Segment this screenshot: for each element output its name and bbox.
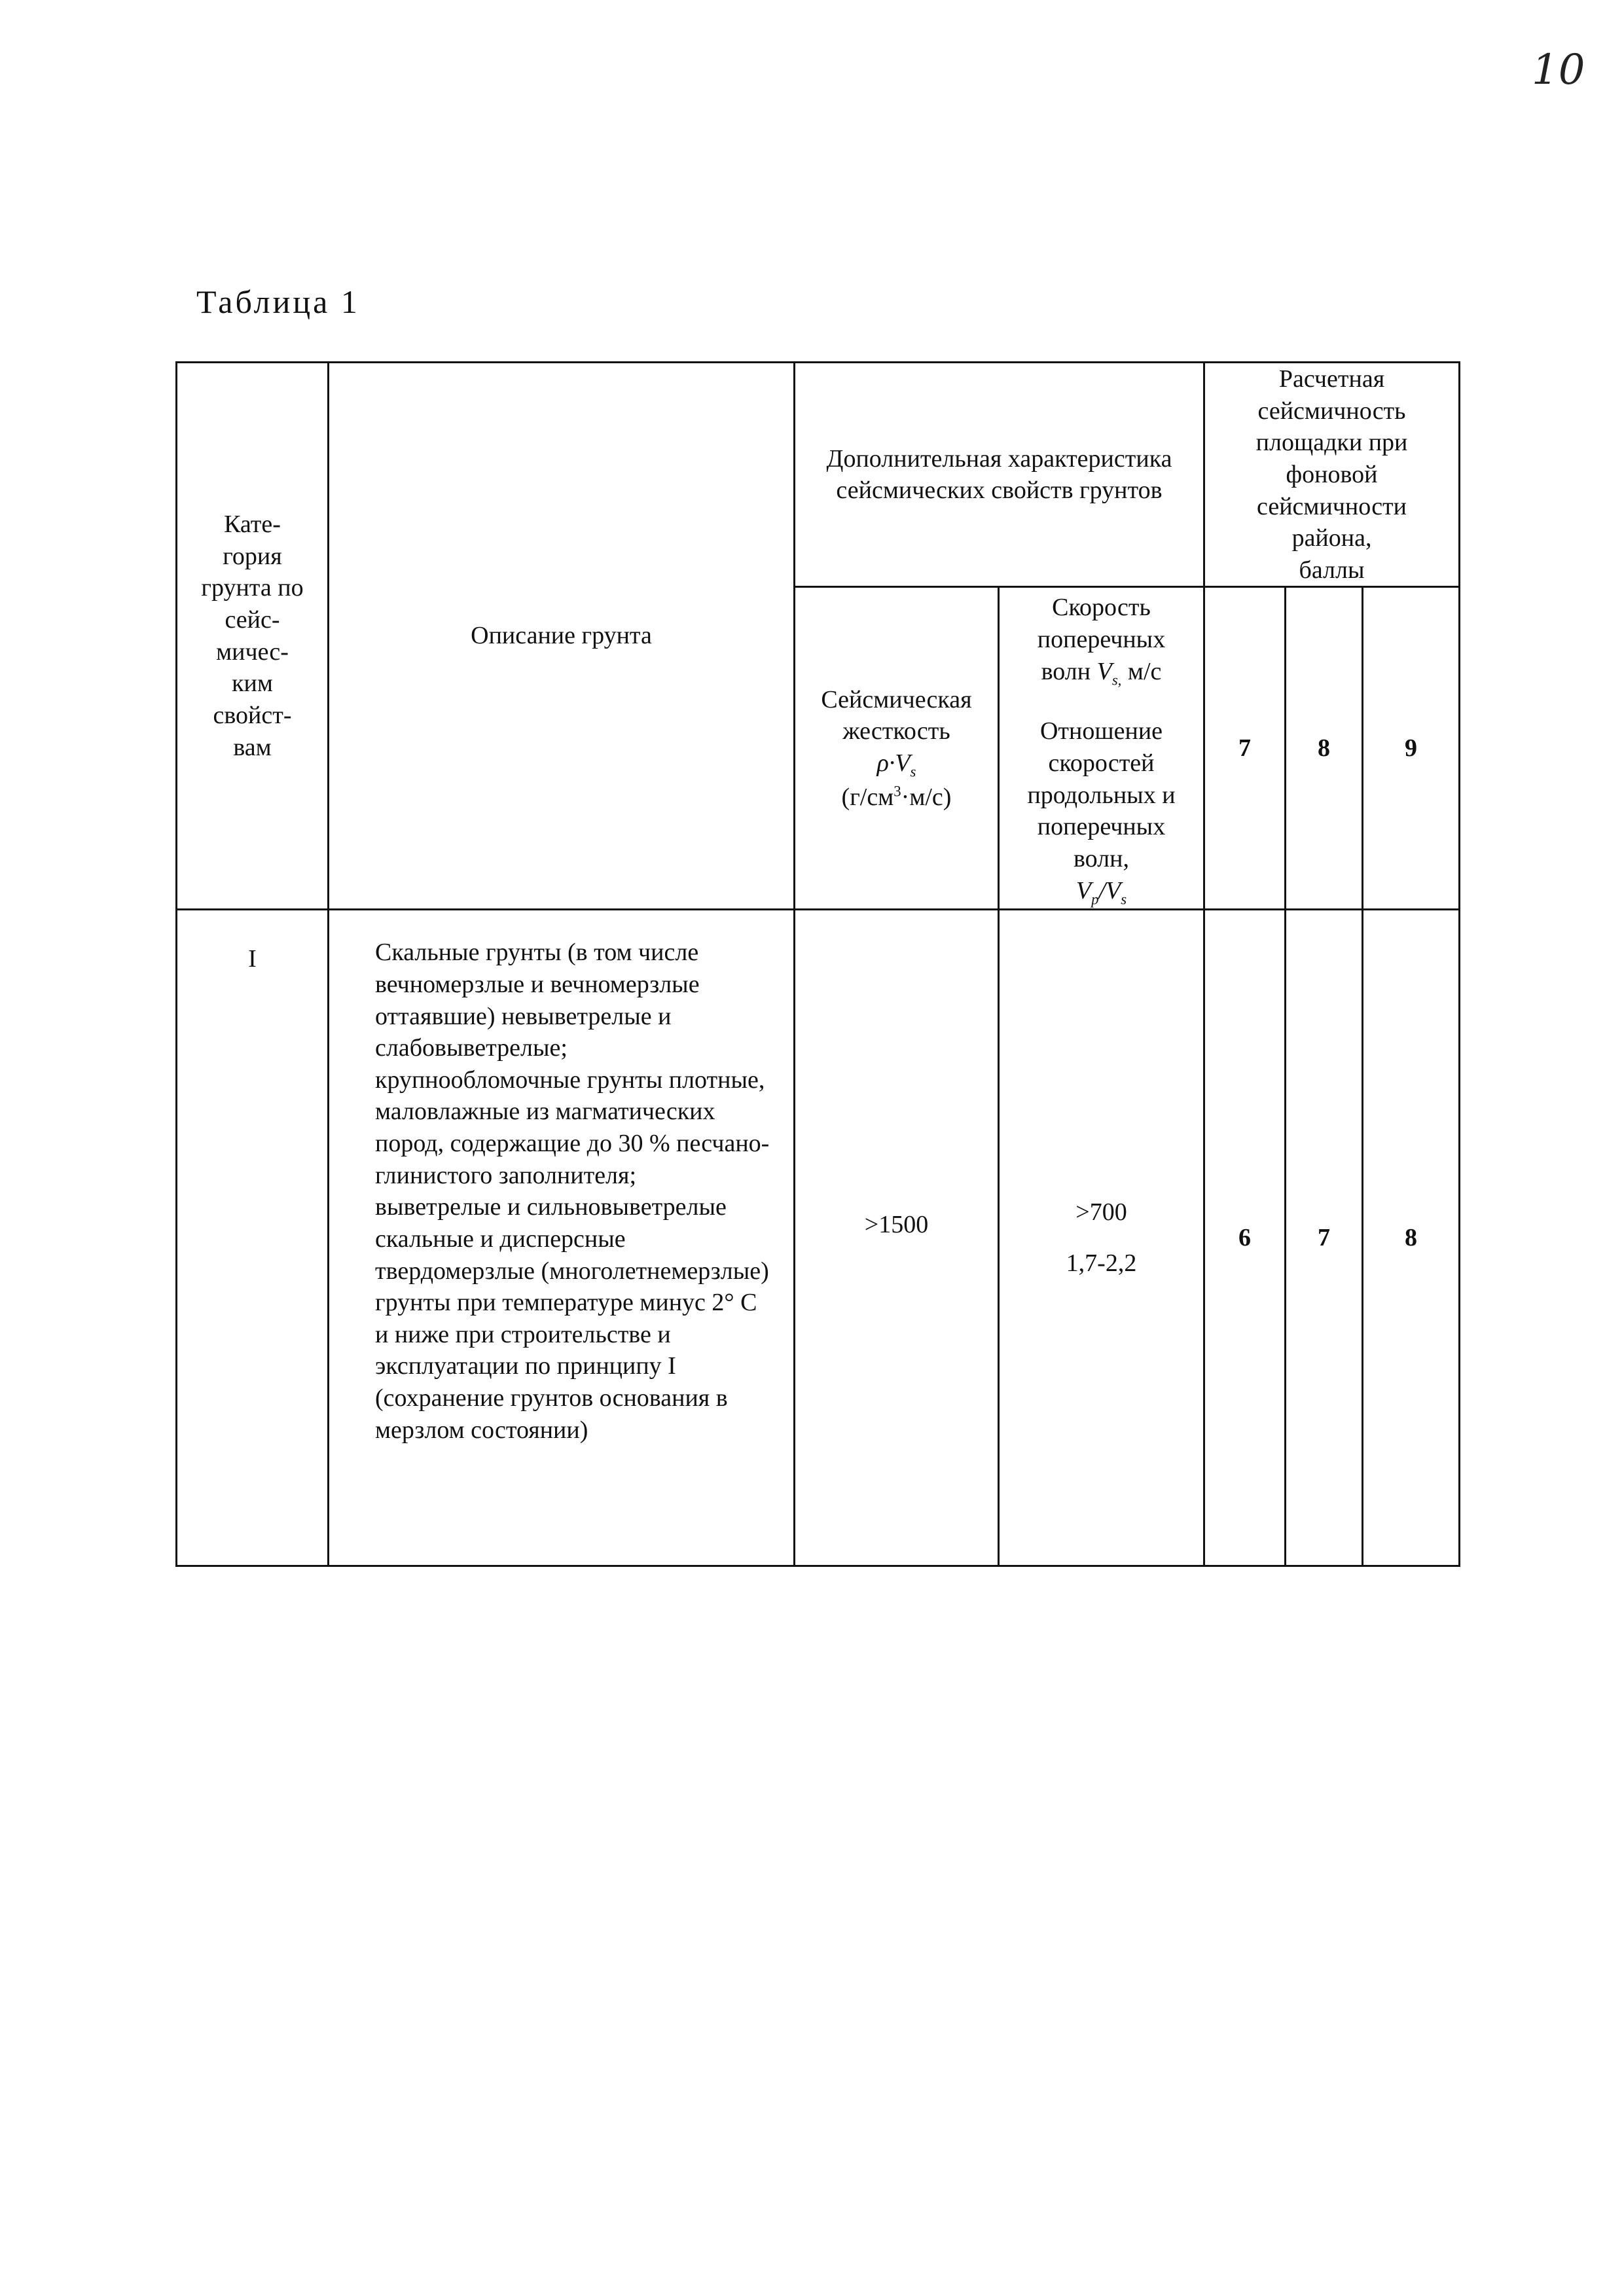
header-speed-line [1003, 656, 1199, 690]
spacer [1003, 1228, 1199, 1247]
description-line: мерзлом состоянии) [375, 1416, 588, 1444]
row-description [329, 910, 795, 1566]
stiffness-formula-sub: s [910, 763, 916, 780]
header-description: Описание грунта [471, 622, 652, 650]
description-line: скальные и дисперсные [375, 1225, 626, 1253]
header-stiffness-line: Сейсмическая [821, 685, 972, 713]
header-calc-line: баллы [1299, 556, 1365, 584]
stiffness-units-a: (г/см [841, 783, 894, 811]
description-line: выветрелые и сильновыветрелые [375, 1193, 727, 1221]
stiffness-formula [799, 747, 994, 781]
header-description-cell [329, 363, 795, 910]
row-category: I [177, 910, 329, 1566]
description-line: маловлажные из магматических [375, 1098, 715, 1126]
description-line: и ниже при строительстве и [375, 1320, 671, 1348]
speed-value: >700 [1075, 1198, 1127, 1226]
description-line: (сохранение грунтов основания в [375, 1384, 728, 1412]
header-calc-line: фоновой [1286, 460, 1378, 488]
header-speed-line: поперечных [1037, 626, 1166, 653]
header-calc-cell [1204, 363, 1460, 587]
row-speed-ratio [999, 910, 1204, 1566]
stiffness-units-b: ·м/с) [901, 783, 952, 811]
header-category-line: грунта по [201, 574, 304, 602]
stiffness-units-sup: 3 [893, 782, 901, 799]
speed-var-sub: s, [1111, 672, 1122, 689]
header-calc-line: Расчетная [1278, 365, 1385, 393]
description-line: слабовыветрелые; [375, 1034, 568, 1062]
ratio-value: 1,7-2,2 [1066, 1249, 1137, 1278]
description-line: твердомерзлые (многолетнемерзлые) [375, 1257, 769, 1285]
calc-intensity-7: 6 [1204, 910, 1286, 1566]
header-stiffness-cell [795, 587, 999, 910]
description-line: глинистого заполнителя; [375, 1161, 637, 1189]
description-line: вечномерзлые и вечномерзлые [375, 970, 700, 998]
table-row [177, 910, 1460, 1566]
row-stiffness [795, 910, 999, 1566]
header-calc-line: площадки при [1255, 429, 1408, 457]
ratio-formula-sub-a: p [1091, 891, 1099, 908]
description-line: оттаявшие) невыветрелые и [375, 1002, 672, 1030]
header-category-line: свойст- [213, 701, 292, 729]
header-extra-cell [795, 363, 1204, 587]
speed-text-a: волн [1041, 657, 1097, 685]
description-line: Скальные грунты (в том числе [375, 939, 699, 967]
intensity-7-header: 7 [1204, 587, 1286, 910]
intensity-8-header: 8 [1286, 587, 1363, 910]
stiffness-units [799, 781, 994, 814]
header-row-top [177, 363, 1460, 587]
stiffness-formula-text: ρ·V [876, 749, 911, 777]
header-ratio-line: продольных и [1027, 781, 1176, 809]
header-ratio-line: поперечных [1037, 813, 1166, 841]
seismic-soil-table [175, 361, 1460, 1567]
description-line: эксплуатации по принципу I [375, 1352, 676, 1380]
header-speed-cell [999, 587, 1204, 910]
header-category-line: ким [232, 670, 273, 698]
speed-var: V [1096, 657, 1112, 685]
header-calc-line: сейсмичность [1257, 397, 1406, 425]
ratio-formula-mid: /V [1098, 876, 1121, 905]
header-category-line: мичес- [216, 637, 289, 666]
description-line: крупнообломочные грунты плотные, [375, 1066, 765, 1094]
header-ratio-line: волн, [1074, 844, 1129, 872]
ratio-formula-sub-b: s [1121, 891, 1127, 908]
header-category-line: Кате- [224, 511, 281, 539]
header-stiffness-line: жесткость [842, 717, 950, 745]
header-ratio-line: скоростей [1048, 749, 1155, 778]
header-calc-line: сейсмичности [1257, 492, 1407, 520]
spacer [1003, 689, 1199, 715]
calc-intensity-8: 7 [1286, 910, 1363, 1566]
calc-intensity-9: 8 [1363, 910, 1460, 1566]
header-extra-line: Дополнительная характеристика [826, 444, 1172, 473]
table-caption: Таблица 1 [196, 283, 360, 320]
description-line: грунты при температуре минус 2° С [375, 1289, 757, 1317]
description-line: пород, содержащие до 30 % песчано- [375, 1130, 770, 1158]
header-category-line: гория [223, 542, 282, 570]
header-ratio-line: Отношение [1039, 717, 1163, 745]
header-category-line: вам [233, 733, 272, 761]
intensity-9-header: 9 [1363, 587, 1460, 910]
header-calc-line: района, [1291, 524, 1372, 552]
ratio-formula [1003, 875, 1199, 909]
header-category-cell [177, 363, 329, 910]
ratio-formula-a: V [1075, 876, 1092, 905]
speed-text-b: м/с [1121, 657, 1162, 685]
header-extra-line: сейсмических свойств грунтов [836, 476, 1163, 505]
stiffness-value: >1500 [864, 1210, 929, 1238]
header-category-line: сейс- [225, 606, 280, 634]
page-number: 10 [1532, 46, 1585, 94]
header-speed-line: Скорость [1052, 594, 1151, 622]
